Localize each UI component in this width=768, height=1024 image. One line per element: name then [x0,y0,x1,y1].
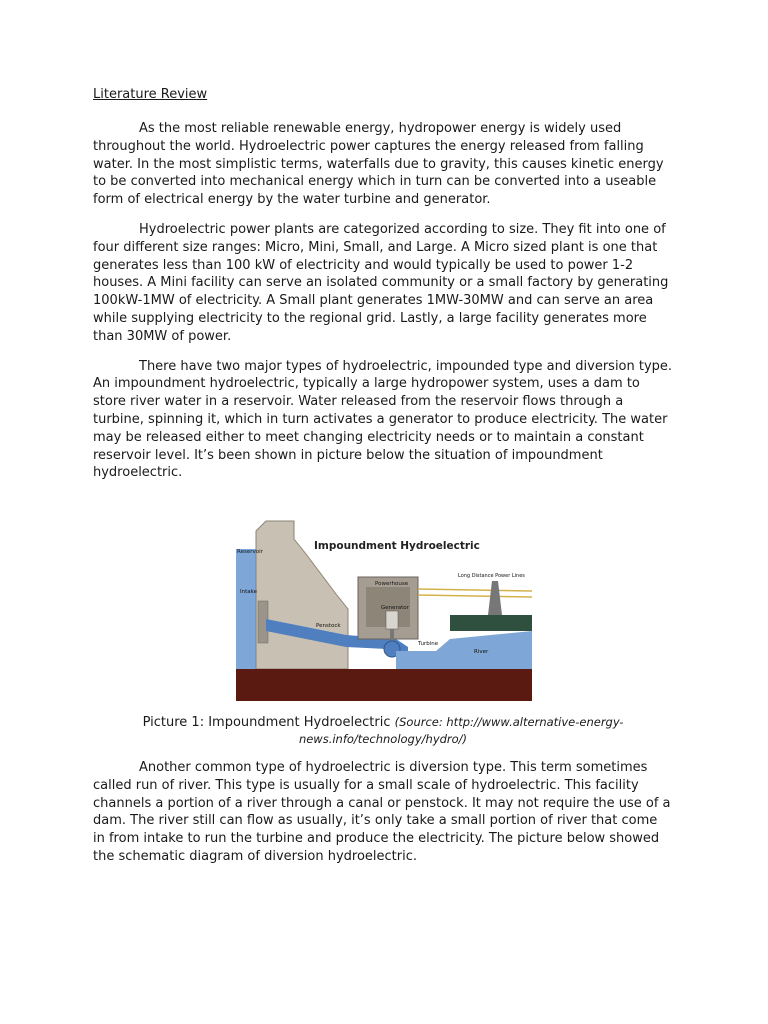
label-intake: Intake [240,589,258,595]
document-body-continued [93,759,673,878]
label-reservoir: Reservoir [237,549,263,555]
impoundment-diagram [236,519,532,701]
label-generator: Generator [381,605,409,611]
paragraph-diversion: Another common type of hydroelectric is diversion type. This term sometimes called run of river. This type is usually for a small scale of hydroelectric. This facility channels a portion of a river through a canal or penstock. It may not require the use of a dam. The river still can flow as usually, it’s only take a small portion of river that come in from intake to run the turbine and produce the electricity. The picture below showed the schematic diagram of diversion hydroelectric. [93,760,671,864]
document-body [93,86,673,494]
caption-text: Picture 1: Impoundment Hydroelectric [142,715,391,730]
label-penstock: Penstock [316,623,341,629]
label-powerhouse: Powerhouse [375,581,409,587]
ground [236,669,532,701]
shoreline [450,615,532,631]
paragraph-size-ranges: Hydroelectric power plants are categorized according to size. They fit into one of four different size ranges: Micro, Mini, Small, and Large. A Micro sized plant is one that generates less than 100 kW of electricity and would typically be used to power 1-2 houses. A Mini facility can serve an isolated community or a small factory by generating 100kW-1MW of electricity. A Small plant generates 1MW-30MW and can serve an area while supplying electricity to the regional grid. Lastly, a large facility generates more than 30MW of power. [93,221,669,344]
diagram-title: Impoundment Hydroelectric [314,540,480,552]
paragraph-impoundment: There have two major types of hydroelectric, impounded type and diversion type. An impoundment hydroelectric, typically a large hydropower system, uses a dam to store river water in a reservoir. Water released from the reservoir flows through a turbine, spinning it, which in turn activates a generator to produce electricity. The water may be released either to meet changing electricity needs or to maintain a constant reservoir level. It’s been shown in picture below the situation of impoundment hydroelectric. [93,358,673,481]
paragraph-intro: As the most reliable renewable energy, hydropower energy is widely used throughout the world. Hydroelectric power captures the energy released from falling water. In the most simplistic terms, waterfalls due to gravity, this causes kinetic energy to be converted into mechanical energy which in turn can be converted into a useable form of electrical energy by the water turbine and generator. [93,121,664,208]
figure-caption [93,714,673,748]
section-heading: Literature Review [93,87,208,102]
caption-source: (Source: http://www.alternative-energy-news.info/technology/hydro/) [298,715,624,746]
label-power-lines: Long Distance Power Lines [458,573,525,579]
label-turbine: Turbine [418,641,439,647]
impoundment-diagram-svg [236,519,532,701]
generator-unit [386,611,398,629]
label-river: River [474,649,489,655]
